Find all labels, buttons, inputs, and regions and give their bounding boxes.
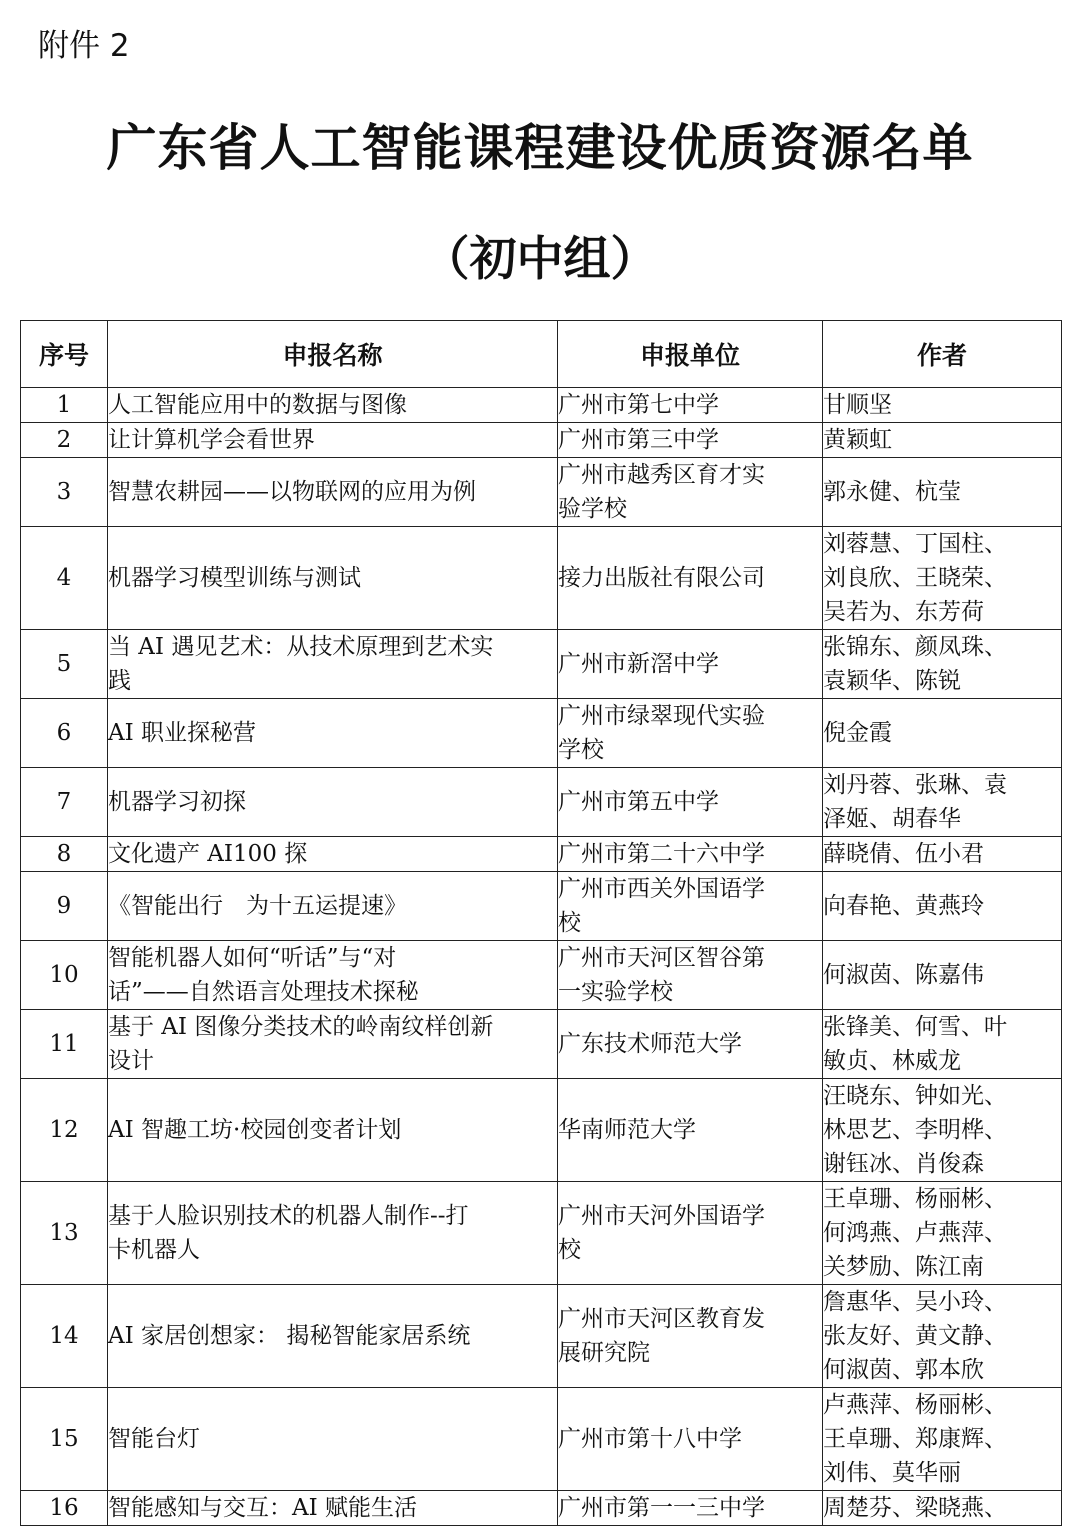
cell-unit-text: 广州市第七中学 — [558, 392, 719, 418]
cell-authors — [823, 1388, 1062, 1491]
cell-name — [108, 458, 558, 527]
cell-authors-text: 薛晓倩、伍小君 — [823, 841, 984, 867]
cell-name — [108, 699, 558, 768]
cell-no-text: 6 — [56, 720, 72, 746]
cell-no-text: 4 — [56, 565, 72, 591]
cell-authors-text: 郭永健、杭莹 — [823, 479, 961, 505]
cell-authors-text: 何淑茵、陈嘉伟 — [823, 962, 984, 988]
cell-unit-text: 广州市天河区智谷第 一实验学校 — [558, 945, 765, 1005]
cell-authors — [823, 423, 1062, 458]
cell-no — [21, 872, 108, 941]
cell-no — [21, 1491, 108, 1526]
cell-no-text: 2 — [56, 427, 72, 453]
cell-no-text: 12 — [49, 1117, 79, 1143]
cell-name-text: 文化遗产 AI100 探 — [108, 841, 308, 867]
cell-no-text: 3 — [56, 479, 72, 505]
cell-authors — [823, 1010, 1062, 1079]
cell-name-text: 智慧农耕园——以物联网的应用为例 — [108, 479, 476, 505]
table-row — [21, 527, 1062, 630]
cell-unit — [558, 768, 823, 837]
cell-name — [108, 1010, 558, 1079]
cell-no — [21, 1182, 108, 1285]
cell-no-text: 15 — [49, 1426, 79, 1452]
cell-unit-text: 广州市第十八中学 — [558, 1426, 742, 1452]
cell-authors — [823, 872, 1062, 941]
cell-unit — [558, 1285, 823, 1388]
cell-no-text: 7 — [56, 789, 72, 815]
cell-no — [21, 388, 108, 423]
cell-unit — [558, 1491, 823, 1526]
cell-no-text: 13 — [49, 1220, 79, 1246]
cell-unit-text: 广州市绿翠现代实验 学校 — [558, 703, 765, 763]
document-title: 广东省人工智能课程建设优质资源名单 — [106, 119, 974, 177]
cell-name-text: 让计算机学会看世界 — [108, 427, 315, 453]
cell-unit-text: 广州市第五中学 — [558, 789, 719, 815]
cell-authors-text: 周楚芬、梁晓燕、 — [823, 1495, 1007, 1521]
cell-unit-text: 广州市西关外国语学 校 — [558, 876, 765, 936]
cell-name — [108, 872, 558, 941]
cell-name — [108, 527, 558, 630]
cell-name-text: 机器学习初探 — [108, 789, 246, 815]
column-header-no: 序号 — [21, 321, 108, 388]
cell-name — [108, 1491, 558, 1526]
table-row — [21, 1182, 1062, 1285]
cell-unit — [558, 872, 823, 941]
cell-name-text: AI 家居创想家： 揭秘智能家居系统 — [108, 1323, 471, 1349]
cell-authors — [823, 388, 1062, 423]
table-row — [21, 837, 1062, 872]
document-subtitle: （初中组） — [422, 232, 658, 287]
table-row — [21, 1388, 1062, 1491]
table-row — [21, 423, 1062, 458]
table-row — [21, 630, 1062, 699]
cell-no — [21, 768, 108, 837]
cell-unit-text: 广州市第三中学 — [558, 427, 719, 453]
table-row — [21, 872, 1062, 941]
cell-no — [21, 527, 108, 630]
cell-no-text: 16 — [49, 1495, 79, 1521]
cell-no-text: 8 — [56, 841, 72, 867]
cell-authors-text: 刘丹蓉、张琳、袁 泽姬、胡春华 — [823, 772, 1007, 832]
cell-name-text: 基于人脸识别技术的机器人制作--打 卡机器人 — [108, 1203, 469, 1263]
cell-unit — [558, 630, 823, 699]
cell-unit — [558, 1079, 823, 1182]
attachment-label: 附件 2 — [38, 28, 130, 64]
cell-authors — [823, 1491, 1062, 1526]
cell-no — [21, 941, 108, 1010]
cell-authors — [823, 699, 1062, 768]
cell-no — [21, 837, 108, 872]
cell-unit-text: 接力出版社有限公司 — [558, 565, 765, 591]
cell-no — [21, 1079, 108, 1182]
cell-name-text: 基于 AI 图像分类技术的岭南纹样创新 设计 — [108, 1014, 494, 1074]
cell-name — [108, 1182, 558, 1285]
cell-name — [108, 768, 558, 837]
cell-unit-text: 广州市天河区教育发 展研究院 — [558, 1306, 765, 1366]
cell-authors-text: 黄颖虹 — [823, 427, 892, 453]
cell-unit-text: 广州市新滘中学 — [558, 651, 719, 677]
cell-name-text: 机器学习模型训练与测试 — [108, 565, 361, 591]
cell-no-text: 9 — [56, 893, 72, 919]
cell-name — [108, 941, 558, 1010]
cell-authors — [823, 630, 1062, 699]
cell-unit — [558, 423, 823, 458]
cell-no-text: 11 — [49, 1031, 79, 1057]
column-header-name: 申报名称 — [108, 321, 558, 388]
cell-name — [108, 1079, 558, 1182]
cell-unit — [558, 388, 823, 423]
cell-unit — [558, 837, 823, 872]
cell-name — [108, 630, 558, 699]
table-header-row — [21, 321, 1062, 388]
cell-unit-text: 广东技术师范大学 — [558, 1031, 742, 1057]
cell-name-text: AI 智趣工坊·校园创变者计划 — [108, 1117, 402, 1143]
cell-authors — [823, 458, 1062, 527]
table-row — [21, 1285, 1062, 1388]
cell-authors — [823, 941, 1062, 1010]
cell-authors-text: 倪金霞 — [823, 720, 892, 746]
cell-name-text: 智能机器人如何“听话”与“对 话”——自然语言处理技术探秘 — [108, 945, 419, 1005]
cell-name — [108, 423, 558, 458]
cell-authors — [823, 1079, 1062, 1182]
cell-name-text: 人工智能应用中的数据与图像 — [108, 392, 407, 418]
cell-authors-text: 张锋美、何雪、叶 敏贞、林威龙 — [823, 1014, 1007, 1074]
cell-name-text: 当 AI 遇见艺术：从技术原理到艺术实 践 — [108, 634, 494, 694]
cell-unit-text: 广州市第二十六中学 — [558, 841, 765, 867]
cell-no — [21, 458, 108, 527]
table-row — [21, 768, 1062, 837]
table-row — [21, 1010, 1062, 1079]
table-row — [21, 1079, 1062, 1182]
cell-name-text: AI 职业探秘营 — [108, 720, 257, 746]
cell-unit — [558, 941, 823, 1010]
cell-authors — [823, 1285, 1062, 1388]
cell-name-text: 《智能出行 为十五运提速》 — [108, 893, 407, 919]
cell-unit-text: 广州市第一一三中学 — [558, 1495, 765, 1521]
cell-name-text: 智能台灯 — [108, 1426, 200, 1452]
cell-unit-text: 广州市天河外国语学 校 — [558, 1203, 765, 1263]
table-row — [21, 941, 1062, 1010]
cell-no — [21, 1010, 108, 1079]
table-row — [21, 388, 1062, 423]
cell-authors-text: 向春艳、黄燕玲 — [823, 893, 984, 919]
cell-unit — [558, 1388, 823, 1491]
cell-authors-text: 詹惠华、吴小玲、 张友好、黄文静、 何淑茵、郭本欣 — [823, 1289, 1007, 1383]
cell-unit — [558, 1182, 823, 1285]
cell-no-text: 14 — [49, 1323, 79, 1349]
cell-no-text: 1 — [56, 392, 72, 418]
cell-authors-text: 甘顺坚 — [823, 392, 892, 418]
cell-authors — [823, 837, 1062, 872]
cell-no-text: 10 — [49, 962, 79, 988]
cell-unit — [558, 527, 823, 630]
cell-name-text: 智能感知与交互：AI 赋能生活 — [108, 1495, 418, 1521]
cell-authors — [823, 768, 1062, 837]
cell-unit — [558, 458, 823, 527]
cell-authors-text: 刘蓉慧、丁国柱、 刘良欣、王晓荣、 吴若为、东芳荷 — [823, 531, 1007, 625]
cell-no — [21, 699, 108, 768]
cell-authors — [823, 527, 1062, 630]
cell-name — [108, 1388, 558, 1491]
cell-unit — [558, 1010, 823, 1079]
cell-authors-text: 汪晓东、钟如光、 林思艺、李明桦、 谢钰冰、肖俊森 — [823, 1083, 1007, 1177]
table-row — [21, 458, 1062, 527]
table-row — [21, 1491, 1062, 1526]
resource-table — [20, 320, 1062, 1526]
cell-no — [21, 1285, 108, 1388]
cell-no-text: 5 — [56, 651, 72, 677]
cell-authors — [823, 1182, 1062, 1285]
cell-authors-text: 张锦东、颜凤珠、 袁颖华、陈锐 — [823, 634, 1007, 694]
cell-no — [21, 630, 108, 699]
cell-name — [108, 837, 558, 872]
cell-authors-text: 王卓珊、杨丽彬、 何鸿燕、卢燕萍、 关梦励、陈江南 — [823, 1186, 1007, 1280]
cell-unit-text: 华南师范大学 — [558, 1117, 696, 1143]
table-body — [21, 388, 1062, 1526]
cell-name — [108, 388, 558, 423]
column-header-authors: 作者 — [823, 321, 1062, 388]
cell-authors-text: 卢燕萍、杨丽彬、 王卓珊、郑康辉、 刘伟、莫华丽 — [823, 1392, 1007, 1486]
column-header-unit: 申报单位 — [558, 321, 823, 388]
cell-no — [21, 1388, 108, 1491]
cell-unit-text: 广州市越秀区育才实 验学校 — [558, 462, 765, 522]
cell-no — [21, 423, 108, 458]
cell-unit — [558, 699, 823, 768]
cell-name — [108, 1285, 558, 1388]
table-row — [21, 699, 1062, 768]
